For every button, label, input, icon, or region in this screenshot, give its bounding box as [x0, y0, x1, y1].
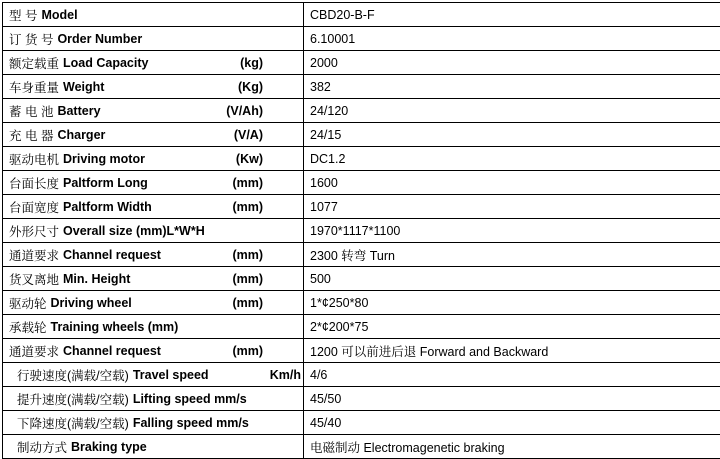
row-value: DC1.2 — [310, 152, 345, 166]
table-row — [3, 435, 720, 459]
row-label-en: Model — [41, 8, 77, 22]
row-label-en: Paltform Width — [63, 200, 152, 214]
row-label-cn: 驱动轮 — [9, 294, 47, 312]
row-value: 45/50 — [310, 392, 341, 406]
table-row — [3, 75, 720, 99]
row-label-cn: 充 电 器 — [9, 126, 53, 144]
row-value: 2*¢200*75 — [310, 320, 368, 334]
row-value-cell — [304, 147, 720, 171]
row-value-cell — [304, 315, 720, 339]
row-label-cn: 蓄 电 池 — [9, 102, 53, 120]
row-value: 1600 — [310, 176, 338, 190]
row-value: 500 — [310, 272, 331, 286]
row-label-unit: Km/h — [262, 368, 304, 382]
table-row — [3, 387, 720, 411]
row-value-cell — [304, 195, 720, 219]
row-label-cell — [3, 27, 304, 51]
row-label — [9, 174, 297, 192]
row-label-unit: (mm) — [224, 272, 297, 286]
table-row — [3, 339, 720, 363]
table-row — [3, 51, 720, 75]
row-label-en: Order Number — [57, 32, 142, 46]
row-label-cn: 通道要求 — [9, 342, 59, 360]
row-label-cell — [3, 195, 304, 219]
table-row — [3, 315, 720, 339]
row-label-en: Min. Height — [63, 272, 130, 286]
row-label-cell — [3, 363, 304, 387]
row-label — [9, 126, 297, 144]
row-label-en: Driving wheel — [51, 296, 132, 310]
row-label — [9, 246, 297, 264]
row-value: 45/40 — [310, 416, 341, 430]
row-label — [9, 438, 304, 456]
table-row — [3, 291, 720, 315]
row-label-cell — [3, 411, 304, 435]
row-value: 24/120 — [310, 104, 348, 118]
row-value-cell — [304, 387, 720, 411]
row-value-cell — [304, 411, 720, 435]
row-label — [9, 366, 304, 384]
row-label-en: Travel speed — [133, 368, 209, 382]
row-value-cell — [304, 291, 720, 315]
row-label — [9, 198, 297, 216]
row-value-cell — [304, 171, 720, 195]
row-label — [9, 318, 297, 336]
row-label-unit: (Kw) — [228, 152, 297, 166]
row-label-cn: 提升速度(满载/空载) — [17, 390, 129, 408]
table-row — [3, 219, 720, 243]
row-label-cn: 制动方式 — [17, 438, 67, 456]
row-label-cn: 台面宽度 — [9, 198, 59, 216]
table-row — [3, 99, 720, 123]
row-label-en: Channel request — [63, 344, 161, 358]
row-label — [9, 342, 297, 360]
row-label-cn: 额定载重 — [9, 54, 59, 72]
row-label-en: Falling speed mm/s — [133, 416, 249, 430]
row-value: 382 — [310, 80, 331, 94]
row-label-cell — [3, 291, 304, 315]
row-label-unit: (mm) — [224, 176, 297, 190]
row-value-cell — [304, 51, 720, 75]
row-label-cn: 驱动电机 — [9, 150, 59, 168]
row-label-cn: 型 号 — [9, 6, 37, 24]
row-label — [9, 294, 297, 312]
row-value-cell — [304, 243, 720, 267]
table-row — [3, 411, 720, 435]
row-label-cell — [3, 219, 304, 243]
row-label-cn: 订 货 号 — [9, 30, 53, 48]
row-label-cell — [3, 3, 304, 27]
row-label-cell — [3, 51, 304, 75]
row-label-cn: 台面长度 — [9, 174, 59, 192]
row-label-cn: 下降速度(满载/空载) — [17, 414, 129, 432]
row-label-cell — [3, 99, 304, 123]
row-value: 1077 — [310, 200, 338, 214]
row-label-cn: 车身重量 — [9, 78, 59, 96]
row-label-cell — [3, 147, 304, 171]
row-label — [9, 78, 297, 96]
row-value: 电磁制动 Electromagenetic braking — [310, 441, 505, 455]
row-label-cell — [3, 315, 304, 339]
row-label-cell — [3, 75, 304, 99]
row-label — [9, 6, 297, 24]
row-value: 2000 — [310, 56, 338, 70]
table-row — [3, 195, 720, 219]
row-label-en: Charger — [57, 128, 105, 142]
table-row — [3, 147, 720, 171]
row-value: 1200 可以前进后退 Forward and Backward — [310, 345, 548, 359]
row-label-cn: 承载轮 — [9, 318, 47, 336]
row-label — [9, 222, 297, 240]
row-value-cell — [304, 219, 720, 243]
row-value-cell — [304, 435, 720, 459]
row-label-cn: 货叉离地 — [9, 270, 59, 288]
row-label-cn: 通道要求 — [9, 246, 59, 264]
table-row — [3, 171, 720, 195]
row-label-cell — [3, 267, 304, 291]
table-row — [3, 123, 720, 147]
row-value: CBD20-B-F — [310, 8, 375, 22]
row-value-cell — [304, 339, 720, 363]
row-label-en: Channel request — [63, 248, 161, 262]
row-label — [9, 30, 297, 48]
row-value: 24/15 — [310, 128, 341, 142]
row-label-unit: (mm) — [224, 344, 297, 358]
row-value-cell — [304, 267, 720, 291]
row-label-unit: (kg) — [232, 56, 297, 70]
row-label-unit: (V/A) — [226, 128, 297, 142]
row-label-en: Driving motor — [63, 152, 145, 166]
row-value: 4/6 — [310, 368, 327, 382]
row-label-unit: (Kg) — [230, 80, 297, 94]
row-value-cell — [304, 99, 720, 123]
table-row — [3, 243, 720, 267]
row-label — [9, 270, 297, 288]
row-label-cell — [3, 387, 304, 411]
row-label-cell — [3, 243, 304, 267]
row-label-cell — [3, 339, 304, 363]
row-value-cell — [304, 27, 720, 51]
row-label-unit: (V/Ah) — [218, 104, 297, 118]
row-label-en: Battery — [57, 104, 100, 118]
row-label — [9, 414, 304, 432]
specification-table — [2, 2, 720, 459]
row-label-en: Training wheels (mm) — [51, 320, 179, 334]
table-row — [3, 363, 720, 387]
row-value: 6.10001 — [310, 32, 355, 46]
row-label-en: Paltform Long — [63, 176, 148, 190]
row-value: 1*¢250*80 — [310, 296, 368, 310]
row-value-cell — [304, 123, 720, 147]
row-label-en: Weight — [63, 80, 104, 94]
row-label — [9, 102, 297, 120]
specification-table-body — [3, 3, 720, 459]
row-label-cn: 外形尺寸 — [9, 222, 59, 240]
row-label — [9, 54, 297, 72]
row-value-cell — [304, 363, 720, 387]
table-row — [3, 27, 720, 51]
table-row — [3, 3, 720, 27]
table-row — [3, 267, 720, 291]
row-label-en: Braking type — [71, 440, 147, 454]
row-value: 1970*1117*1100 — [310, 224, 400, 238]
row-value-cell — [304, 75, 720, 99]
row-label-unit: (mm) — [224, 296, 297, 310]
row-label-cell — [3, 123, 304, 147]
row-label — [9, 150, 297, 168]
row-label-unit: (mm) — [224, 200, 297, 214]
row-label-unit: (mm) — [224, 248, 297, 262]
row-value: 2300 转弯 Turn — [310, 249, 395, 263]
row-label-en: Load Capacity — [63, 56, 148, 70]
row-label-cell — [3, 171, 304, 195]
row-value-cell — [304, 3, 720, 27]
row-label-en: Lifting speed mm/s — [133, 392, 247, 406]
row-label-en: Overall size (mm)L*W*H — [63, 224, 205, 238]
row-label — [9, 390, 304, 408]
row-label-cn: 行驶速度(满载/空载) — [17, 366, 129, 384]
row-label-cell — [3, 435, 304, 459]
